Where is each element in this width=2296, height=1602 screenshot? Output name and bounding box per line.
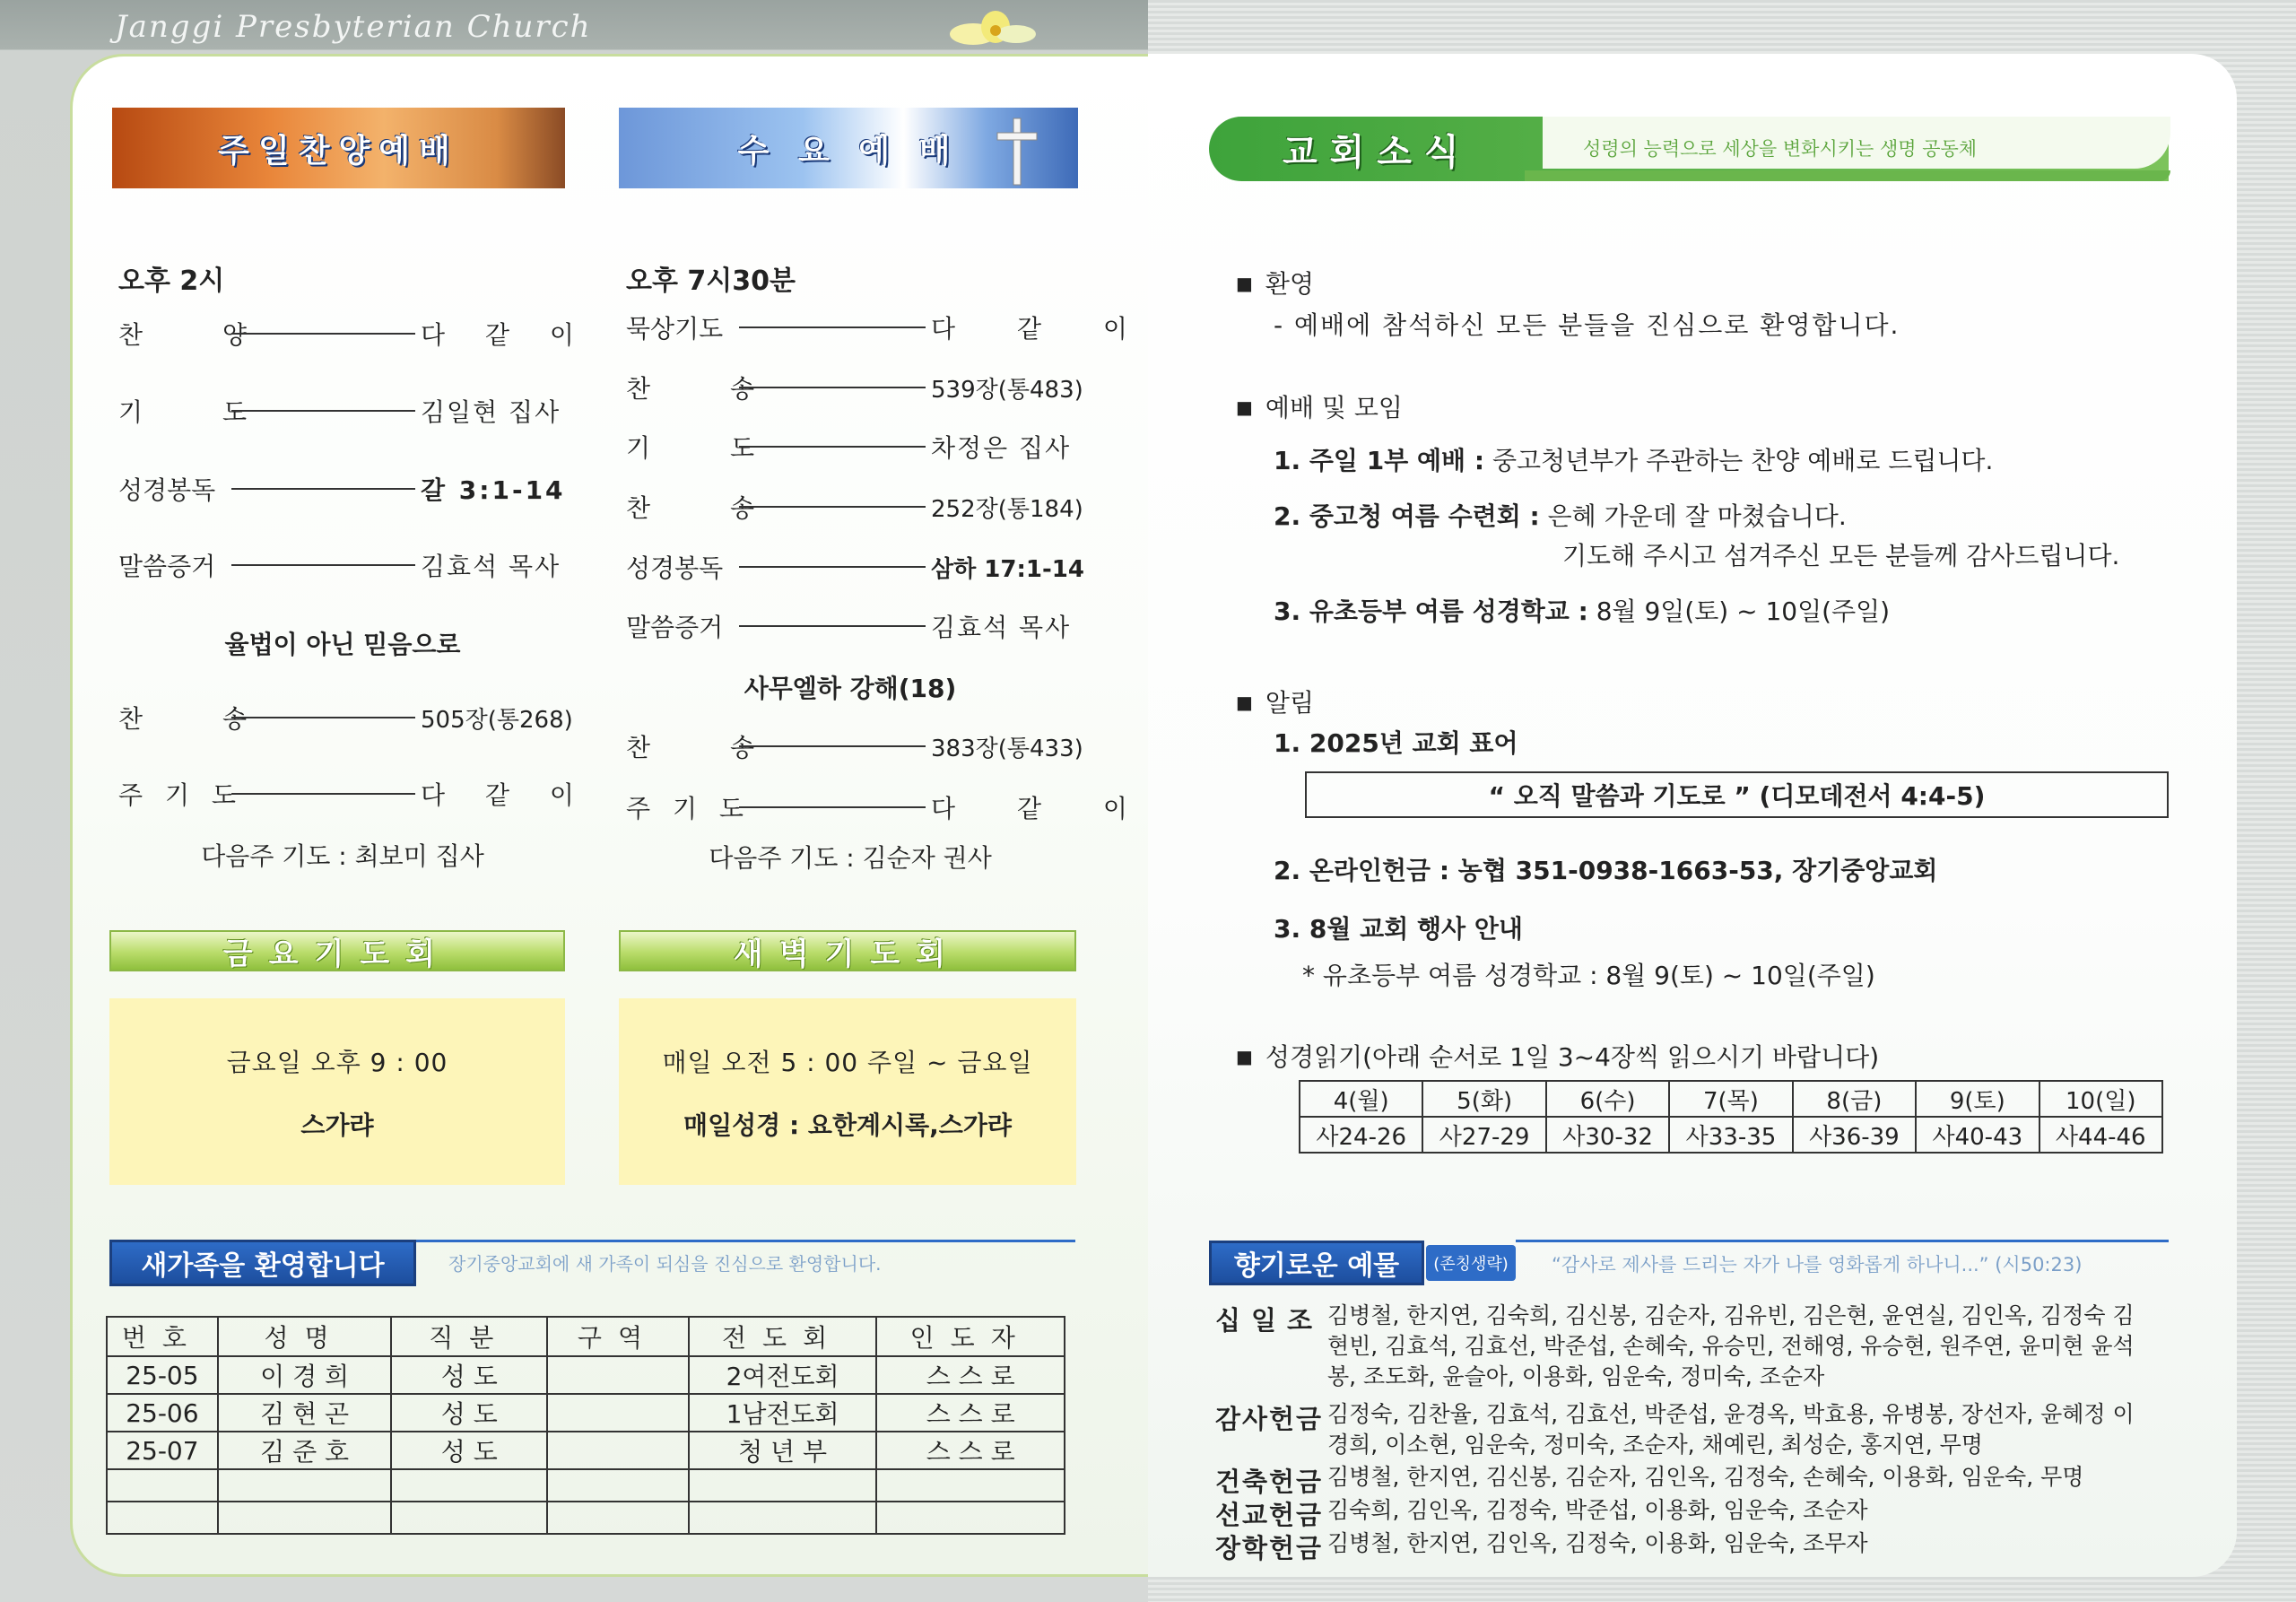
offering-row: 장학헌금 김병철, 한지연, 김인옥, 김정숙, 이용화, 임운숙, 조무자 (1215, 1530, 1868, 1563)
wednesday-next-prayer: 다음주 기도 : 김순자 권사 (709, 843, 992, 873)
wednesday-item: 성경봉독 삼하 17:1-14 (626, 553, 1084, 583)
meeting-item-1: 1. 주일 1부 예배 : 중고청년부가 주관하는 찬양 예배로 드립니다. (1274, 446, 1994, 475)
table-row: 25-06 김 현 곤 성 도 1남전도회 스 스 로 (107, 1394, 1065, 1432)
friday-prayer-time: 금요일 오후 9 : 00 (226, 1048, 448, 1077)
sunday-item: 기 도 김일현 집사 (118, 397, 561, 427)
news-subtitle: 성령의 능력으로 세상을 변화시키는 생명 공동체 (1583, 138, 1978, 160)
flower-decoration-icon (946, 7, 1045, 54)
offering-row: 선교헌금 김숙희, 김인옥, 김정숙, 박준섭, 이용화, 임운숙, 조순자 (1215, 1497, 1868, 1530)
wednesday-worship-banner: 수 요 예 배 (619, 108, 1078, 188)
sunday-item: 주 기 도 다 같 이 (118, 780, 590, 810)
offering-row: 감사헌금 김정숙, 김찬율, 김효석, 김효선, 박준섭, 윤경옥, 박효용, 유병봉, 장선자, 윤혜정 이경희, 이소현, 임운숙, 정미숙, 조순자, 채예린, 최성순, 홍지연, 무명 (1215, 1401, 2135, 1458)
notice-heading: ■ 알림 (1236, 688, 1315, 718)
table-row: 25-07 김 준 호 성 도 청 년 부 스 스 로 (107, 1432, 1065, 1469)
table-row-empty (107, 1502, 1065, 1534)
offerings-verse: “감사로 제사를 드리는 자가 나를 영화롭게 하나니...” (시50:23) (1552, 1254, 2083, 1276)
wednesday-time: 오후 7시30분 (626, 266, 796, 297)
dawn-prayer-banner: 새벽기도회 (619, 930, 1076, 971)
sunday-item: 찬 양 다 같 이 (118, 320, 590, 350)
sunday-item: 찬 송 505장(통268) (118, 704, 573, 734)
square-bullet-icon: ■ (1236, 273, 1253, 294)
notice-item-1: 1. 2025년 교회 표어 (1274, 728, 1518, 758)
new-family-rule (416, 1240, 1075, 1242)
wednesday-item: 찬 송 252장(통184) (626, 493, 1083, 523)
church-header: Janggi Presbyterian Church (115, 9, 592, 45)
sunday-sermon-title: 율법이 아닌 믿음으로 (224, 630, 461, 659)
wednesday-item: 말씀증거 김효석 목사 (626, 613, 1072, 642)
meeting-item-2: 2. 중고청 여름 수련회 : 은혜 가운데 잘 마쳤습니다. (1274, 501, 1847, 531)
bible-reading-table (1299, 1080, 2163, 1154)
wednesday-item: 찬 송 539장(통483) (626, 374, 1083, 404)
welcome-text: - 예배에 참석하신 모든 분들을 진심으로 환영합니다. (1274, 310, 1900, 340)
dawn-prayer-time: 매일 오전 5 : 00 주일 ~ 금요일 (662, 1048, 1033, 1077)
reading-days-row: 4(월) 5(화) 6(수) 7(목) 8(금) 9(토) 10(일) (1300, 1081, 2162, 1117)
dawn-prayer-text: 매일성경 : 요한계시록,스가랴 (683, 1110, 1012, 1140)
offering-row: 십일조 김병철, 한지연, 김숙희, 김신봉, 김순자, 김유빈, 김은현, 윤연실, 김인옥, 김정숙 김현빈, 김효석, 김효선, 박준섭, 손혜숙, 유승민, 전해영, 유승현, 원주연, 윤미현 윤석봉, 조도화, 윤슬아, 이용화, 임운숙, 정미숙, 조순자 (1215, 1302, 2135, 1389)
reading-heading: ■ 성경읽기(아래 순서로 1일 3~4장씩 읽으시기 바랍니다) (1236, 1042, 1880, 1072)
dawn-prayer-box (619, 998, 1076, 1185)
table-row-empty (107, 1469, 1065, 1502)
offerings-tag: (존칭생략) (1426, 1245, 1516, 1281)
wednesday-item: 기 도 차정은 집사 (626, 433, 1072, 463)
notice-item-2: 2. 온라인헌금 : 농협 351-0938-1663-53, 장기중앙교회 (1274, 856, 1938, 885)
sunday-worship-banner: 주일찬양예배 (112, 108, 565, 188)
cross-icon (990, 115, 1044, 187)
table-header-row: 번호 성명 직분 구역 전도회 인도자 (107, 1317, 1065, 1356)
offerings-rule (1516, 1240, 2169, 1242)
wednesday-item: 찬 송 383장(통433) (626, 733, 1083, 762)
meeting-item-3: 3. 유초등부 여름 성경학교 : 8월 9일(토) ~ 10일(주일) (1274, 596, 1891, 626)
friday-prayer-text: 스가랴 (300, 1110, 374, 1140)
new-family-description: 장기중앙교회에 새 가족이 되심을 진심으로 환영합니다. (448, 1253, 882, 1275)
news-title: 교회소식 (1283, 132, 1472, 173)
church-motto-box: “ 오직 말씀과 기도로 ” (디모데전서 4:4-5) (1305, 771, 2169, 818)
welcome-heading: ■ 환영 (1236, 269, 1315, 299)
new-family-table (106, 1316, 1065, 1535)
meeting-item-2-text2: 기도해 주시고 섬겨주신 모든 분들께 감사드립니다. (1562, 541, 2120, 570)
offerings-title: 향기로운 예물 (1209, 1241, 1424, 1285)
square-bullet-icon: ■ (1236, 692, 1253, 713)
wednesday-item: 주 기 도 다 같 이 (626, 794, 1154, 823)
sunday-time: 오후 2시 (118, 266, 225, 297)
sunday-item: 말씀증거 김효석 목사 (118, 552, 561, 581)
reading-passages-row: 사24-26 사27-29 사30-32 사33-35 사36-39 사40-43 사44-46 (1300, 1117, 2162, 1153)
friday-prayer-box (109, 998, 565, 1185)
notice-item-3-text: * 유초등부 여름 성경학교 : 8월 9(토) ~ 10일(주일) (1302, 961, 1875, 990)
square-bullet-icon: ■ (1236, 1046, 1253, 1067)
new-family-title: 새가족을 환영합니다 (109, 1240, 416, 1286)
friday-prayer-banner: 금요기도회 (109, 930, 565, 971)
wednesday-sermon-title: 사무엘하 강해(18) (744, 674, 957, 703)
meetings-heading: ■ 예배 및 모임 (1236, 393, 1403, 422)
news-banner-curve (1525, 170, 2170, 181)
sunday-next-prayer: 다음주 기도 : 최보미 집사 (201, 841, 484, 871)
offering-row: 건축헌금 김병철, 한지연, 김신봉, 김순자, 김인옥, 김정숙, 손혜숙, 이용화, 임운숙, 무명 (1215, 1464, 2084, 1497)
table-row: 25-05 이 경 희 성 도 2여전도회 스 스 로 (107, 1356, 1065, 1394)
wednesday-item: 묵상기도 다 같 이 (626, 314, 1154, 344)
notice-item-3: 3. 8월 교회 행사 안내 (1274, 914, 1523, 944)
sunday-item: 성경봉독 갈 3:1-14 (118, 475, 566, 505)
square-bullet-icon: ■ (1236, 396, 1253, 418)
